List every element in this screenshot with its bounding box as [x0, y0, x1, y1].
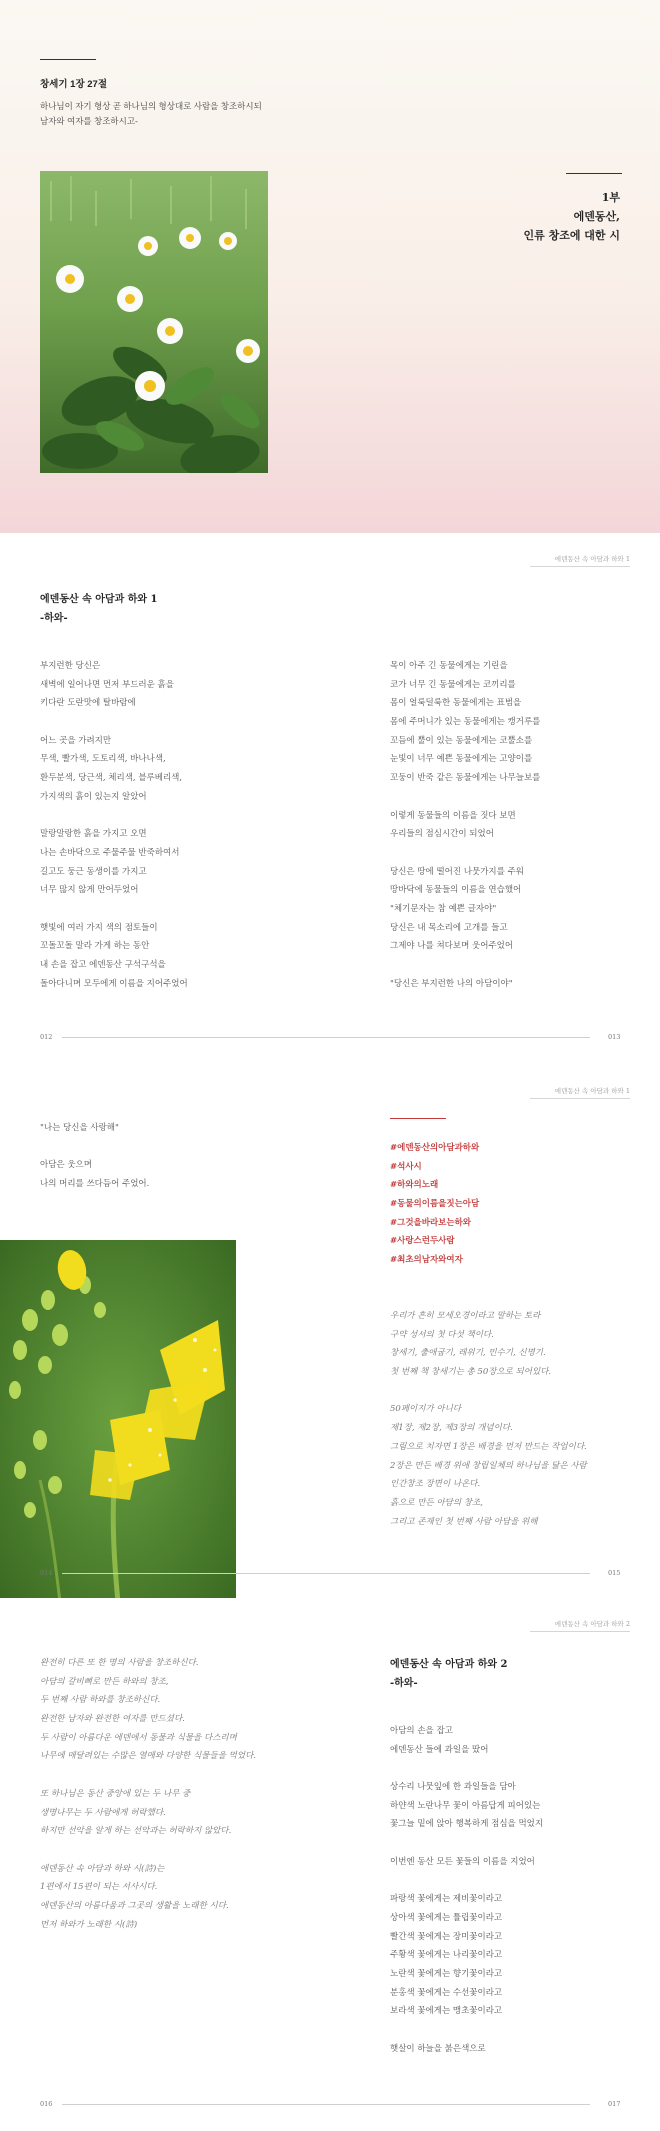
- hashtag: #하와의노래: [390, 1180, 439, 1191]
- commentary-line: 그림으로 치자면 1장은 배경을 먼저 만드는 작업이다.: [390, 1441, 587, 1452]
- verse-line: 남자와 여자를 창조하시고-: [40, 116, 138, 126]
- poem-line: 부지런한 당신은: [40, 661, 101, 671]
- commentary-line: 하지만 선악을 알게 하는 선악과는 허락하지 않았다.: [40, 1826, 232, 1837]
- poem-line: 나의 머리를 쓰다듬어 주었어.: [40, 1179, 150, 1190]
- verse-line: 하나님이 자기 형상 곧 하나님의 형상대로 사람을 창조하시되: [40, 101, 262, 111]
- commentary-line: 에덴동산 속 아담과 하와 시(詩)는: [40, 1863, 165, 1874]
- poem-line: 주황색 꽃에게는 나리꽃이라고: [390, 1950, 503, 1961]
- poem-line: 꼬둥이 반죽 같은 동물에게는 나무늘보를: [390, 773, 541, 784]
- poem-line: 몸에 주머니가 있는 동물에게는 캥거루를: [390, 717, 541, 728]
- poem-line: 에덴동산 들에 과일을 땄어: [390, 1744, 489, 1755]
- poem-column-right: [390, 1722, 543, 2058]
- poem-line: "나는 당신을 사랑해": [40, 1123, 119, 1133]
- poem-line: 아담은 웃으며: [40, 1160, 92, 1171]
- poem-line: 빨간색 꽃에게는 장미꽃이라고: [390, 1931, 503, 1942]
- poem-line: 이번엔 동산 모든 꽃들의 이름을 지었어: [390, 1856, 535, 1867]
- poem-column-left: [40, 1119, 149, 1194]
- header-rule: [530, 1098, 630, 1099]
- commentary-line: 인간창조 장면이 나온다.: [390, 1479, 481, 1490]
- page-spread-014-015: [0, 1063, 660, 1598]
- commentary-line: [40, 1766, 256, 1785]
- running-header: 에덴동산 속 아담과 하와 2: [554, 1620, 630, 1628]
- commentary-line: 아담의 갈비뼈로 만든 하와의 창조,: [40, 1676, 169, 1687]
- divider: [566, 173, 622, 174]
- poem-line: 노란색 꽃에게는 향기꽃이라고: [390, 1968, 503, 1979]
- poem-title: [40, 590, 157, 628]
- page-spread-012-013: [0, 533, 660, 1063]
- poem-line: 하얀색 노란나무 꽃이 아름답게 피어있는: [390, 1800, 541, 1811]
- commentary-line: 완전히 다른 또 한 명의 사람을 창조하신다.: [40, 1658, 199, 1668]
- poem-line: 이렇게 동물들의 이름을 짓다 보면: [390, 810, 516, 821]
- poem-line: [390, 844, 540, 863]
- hashtag: #최초의남자와여자: [390, 1255, 463, 1266]
- poem-line: [390, 1834, 543, 1853]
- poem-line: 당신은 내 목소리에 고개를 들고: [390, 922, 508, 933]
- hashtag: #사랑스런두사람: [390, 1236, 455, 1247]
- poem-line: 내 손을 잡고 에덴동산 구석구석을: [40, 960, 166, 970]
- poem-line: 가지색의 흙이 있는지 알았어: [40, 791, 147, 802]
- commentary-line: 또 하나님은 동산 중앙에 있는 두 나무 중: [40, 1788, 191, 1799]
- commentary-line: 우리가 흔히 모세오경이라고 말하는 토라: [390, 1311, 541, 1321]
- poem-line: 몸이 얼룩덜룩한 동물에게는 표범을: [390, 698, 522, 709]
- running-header: 에덴동산 속 아담과 하와 1: [554, 555, 630, 563]
- page-spread-016-017: [0, 1598, 660, 2131]
- part-subtitle: 에덴동산,: [573, 210, 620, 223]
- hashtag: #동물의이름을짓는아담: [390, 1199, 480, 1210]
- commentary-line: 나무에 매달려있는 수많은 열매와 다양한 식물들을 먹었다.: [40, 1751, 256, 1762]
- page-number-left: 016: [40, 2100, 53, 2108]
- commentary-line: 제1장, 제2장, 제3장의 개념이다.: [390, 1423, 513, 1434]
- hashtag: #그것을바라보는하와: [390, 1217, 472, 1228]
- poem-line: 길고도 둥근 동생이를 가지고: [40, 866, 147, 877]
- page-number-right: 013: [608, 1033, 621, 1041]
- poem-line: 상아색 꽃에게는 튤립꽃이라고: [390, 1912, 503, 1923]
- poem-line: 그제야 나를 쳐다보며 웃어주었어: [390, 941, 514, 952]
- poem-line: [390, 2021, 543, 2040]
- poem-title: [390, 1655, 507, 1693]
- commentary-line: 완전한 남자와 완전한 여자를 만드셨다.: [40, 1714, 185, 1725]
- accent-rule: [390, 1118, 446, 1119]
- poem-line: 보라색 꽃에게는 맹초꽃이라고: [390, 2006, 503, 2017]
- page-number-left: 012: [40, 1033, 53, 1041]
- commentary-text: [390, 1307, 587, 1531]
- part-title: [524, 188, 621, 245]
- footer-rule: [62, 2104, 590, 2105]
- poem-line: [40, 713, 188, 732]
- poem-line: 햇빛에 여러 가지 색의 점토들이: [40, 922, 158, 933]
- poem-line: [40, 1138, 149, 1157]
- poem-line: "체기문자는 참 예쁜 글자야": [390, 903, 497, 914]
- commentary-line: [390, 1382, 587, 1401]
- header-rule: [530, 1631, 630, 1632]
- poem-title-line: 에덴동산 속 아담과 하와 2: [390, 1659, 508, 1670]
- poem-line: [40, 807, 188, 826]
- poem-line: 목이 아주 긴 동물에게는 기린을: [390, 661, 508, 671]
- hashtag: #에덴동산의아담과하와: [390, 1143, 480, 1153]
- poem-line: 돌아다니며 모두에게 이름을 지어주었어: [40, 978, 188, 989]
- footer-rule: [62, 1573, 590, 1574]
- poem-column-left: [40, 657, 188, 993]
- poem-line: 꼬돌꼬돌 말라 가게 하는 동안: [40, 941, 150, 952]
- poem-line: 파랑색 꽃에게는 제비꽃이라고: [390, 1894, 503, 1905]
- poem-line: 너무 많지 않게 만어두었어: [40, 885, 139, 896]
- poem-line: 우리들의 점심시간이 되었어: [390, 829, 494, 840]
- rapeseed-flower-photo: [0, 1240, 236, 1602]
- poem-column-right: [390, 657, 540, 993]
- commentary-line: 1편에서 15편이 되는 서사시다.: [40, 1882, 158, 1893]
- page-number-left: 014: [40, 1569, 53, 1577]
- part-number: 1부: [601, 191, 620, 204]
- commentary-line: 에덴동산의 아름다움과 그곳의 생활을 노래한 시다.: [40, 1900, 229, 1911]
- commentary-line: 먼저 하와가 노래한 시(詩): [40, 1919, 138, 1930]
- commentary-line: 흙으로 만든 아담의 창조,: [390, 1497, 483, 1508]
- commentary-line: 두 번째 사람 하와를 창조하신다.: [40, 1695, 161, 1706]
- poem-line: 분홍색 꽃에게는 수선꽃이라고: [390, 1987, 503, 1998]
- poem-line: 말랑말랑한 흙을 가지고 오면: [40, 829, 147, 840]
- commentary-line: 그리고 존재인 첫 번째 사람 아담을 위해: [390, 1516, 538, 1527]
- commentary-line: 구약 성서의 첫 다섯 책이다.: [390, 1329, 494, 1340]
- poem-line: 햇살이 하늘을 붉은색으로: [390, 2043, 486, 2054]
- poem-line: 당신은 땅에 떨어진 나뭇가지를 주워: [390, 866, 524, 877]
- poem-line: [390, 1872, 543, 1891]
- poem-line: 코가 너무 긴 동물에게는 코끼리를: [390, 679, 516, 690]
- commentary-text: [40, 1654, 256, 1934]
- poem-line: 나는 손바닥으로 주물주물 반죽하여서: [40, 847, 180, 858]
- poem-line: 상수리 나뭇잎에 한 과일들을 담아: [390, 1782, 516, 1793]
- poem-line: [40, 900, 188, 919]
- poem-line: 어느 곳을 가려지만: [40, 735, 112, 746]
- poem-subtitle: -하와-: [390, 1678, 418, 1689]
- header-rule: [530, 566, 630, 567]
- page-number-right: 017: [608, 2100, 621, 2108]
- poem-line: "당신은 부지런한 나의 아담이야": [390, 978, 513, 989]
- part-subtitle: 인류 창조에 대한 시: [523, 229, 620, 242]
- poem-line: 눈빛이 너무 예쁜 동물에게는 고양이를: [390, 754, 533, 765]
- poem-line: 새벽에 일어나면 먼저 부드러운 흙을: [40, 679, 174, 690]
- poem-line: 꼬듬에 뿔이 있는 동물에게는 코뿔소를: [390, 735, 533, 746]
- commentary-line: 두 사람이 아름다운 에덴에서 동물과 식물을 다스리며: [40, 1732, 237, 1743]
- poem-line: [390, 788, 540, 807]
- hashtag: #석사시: [390, 1161, 422, 1172]
- commentary-line: 생명나무는 두 사람에게 허락했다.: [40, 1807, 166, 1818]
- poem-title-line: 에덴동산 속 아담과 하와 1: [40, 594, 158, 605]
- commentary-line: 2장은 만든 배경 위에 창립일체의 하나님을 닮은 사람: [390, 1460, 587, 1471]
- poem-subtitle: -하와-: [40, 613, 68, 624]
- daisy-photo: [40, 171, 268, 473]
- poem-line: 환두분색, 당근색, 체리색, 블루베리색,: [40, 773, 183, 784]
- poem-line: 아담의 손을 잡고: [390, 1726, 453, 1736]
- poem-line: 키다란 도란맛에 탈바람에: [40, 698, 136, 709]
- footer-rule: [62, 1037, 590, 1038]
- poem-line: [390, 956, 540, 975]
- commentary-line: 50페이지가 아니다: [390, 1404, 461, 1415]
- commentary-line: [40, 1841, 256, 1860]
- commentary-line: 창세기, 출애굽기, 레위기, 민수기, 신명기.: [390, 1348, 546, 1359]
- part-intro-section: [0, 0, 660, 533]
- poem-line: 무색, 빨가색, 도토리색, 바나나색,: [40, 754, 166, 765]
- divider: [40, 59, 96, 60]
- commentary-line: 첫 번째 책 창세기는 총 50장으로 되어있다.: [390, 1367, 552, 1378]
- poem-line: 땅바닥에 동물들의 이름을 연습했어: [390, 885, 522, 896]
- poem-line: [390, 1759, 543, 1778]
- verse-reference: 창세기 1장 27절: [40, 79, 108, 90]
- page-number-right: 015: [608, 1569, 621, 1577]
- poem-line: 꽃그늘 밑에 앉아 행복하게 점심을 먹었지: [390, 1819, 544, 1830]
- running-header: 에덴동산 속 아담과 하와 1: [554, 1087, 630, 1095]
- hashtag-list: [390, 1141, 479, 1272]
